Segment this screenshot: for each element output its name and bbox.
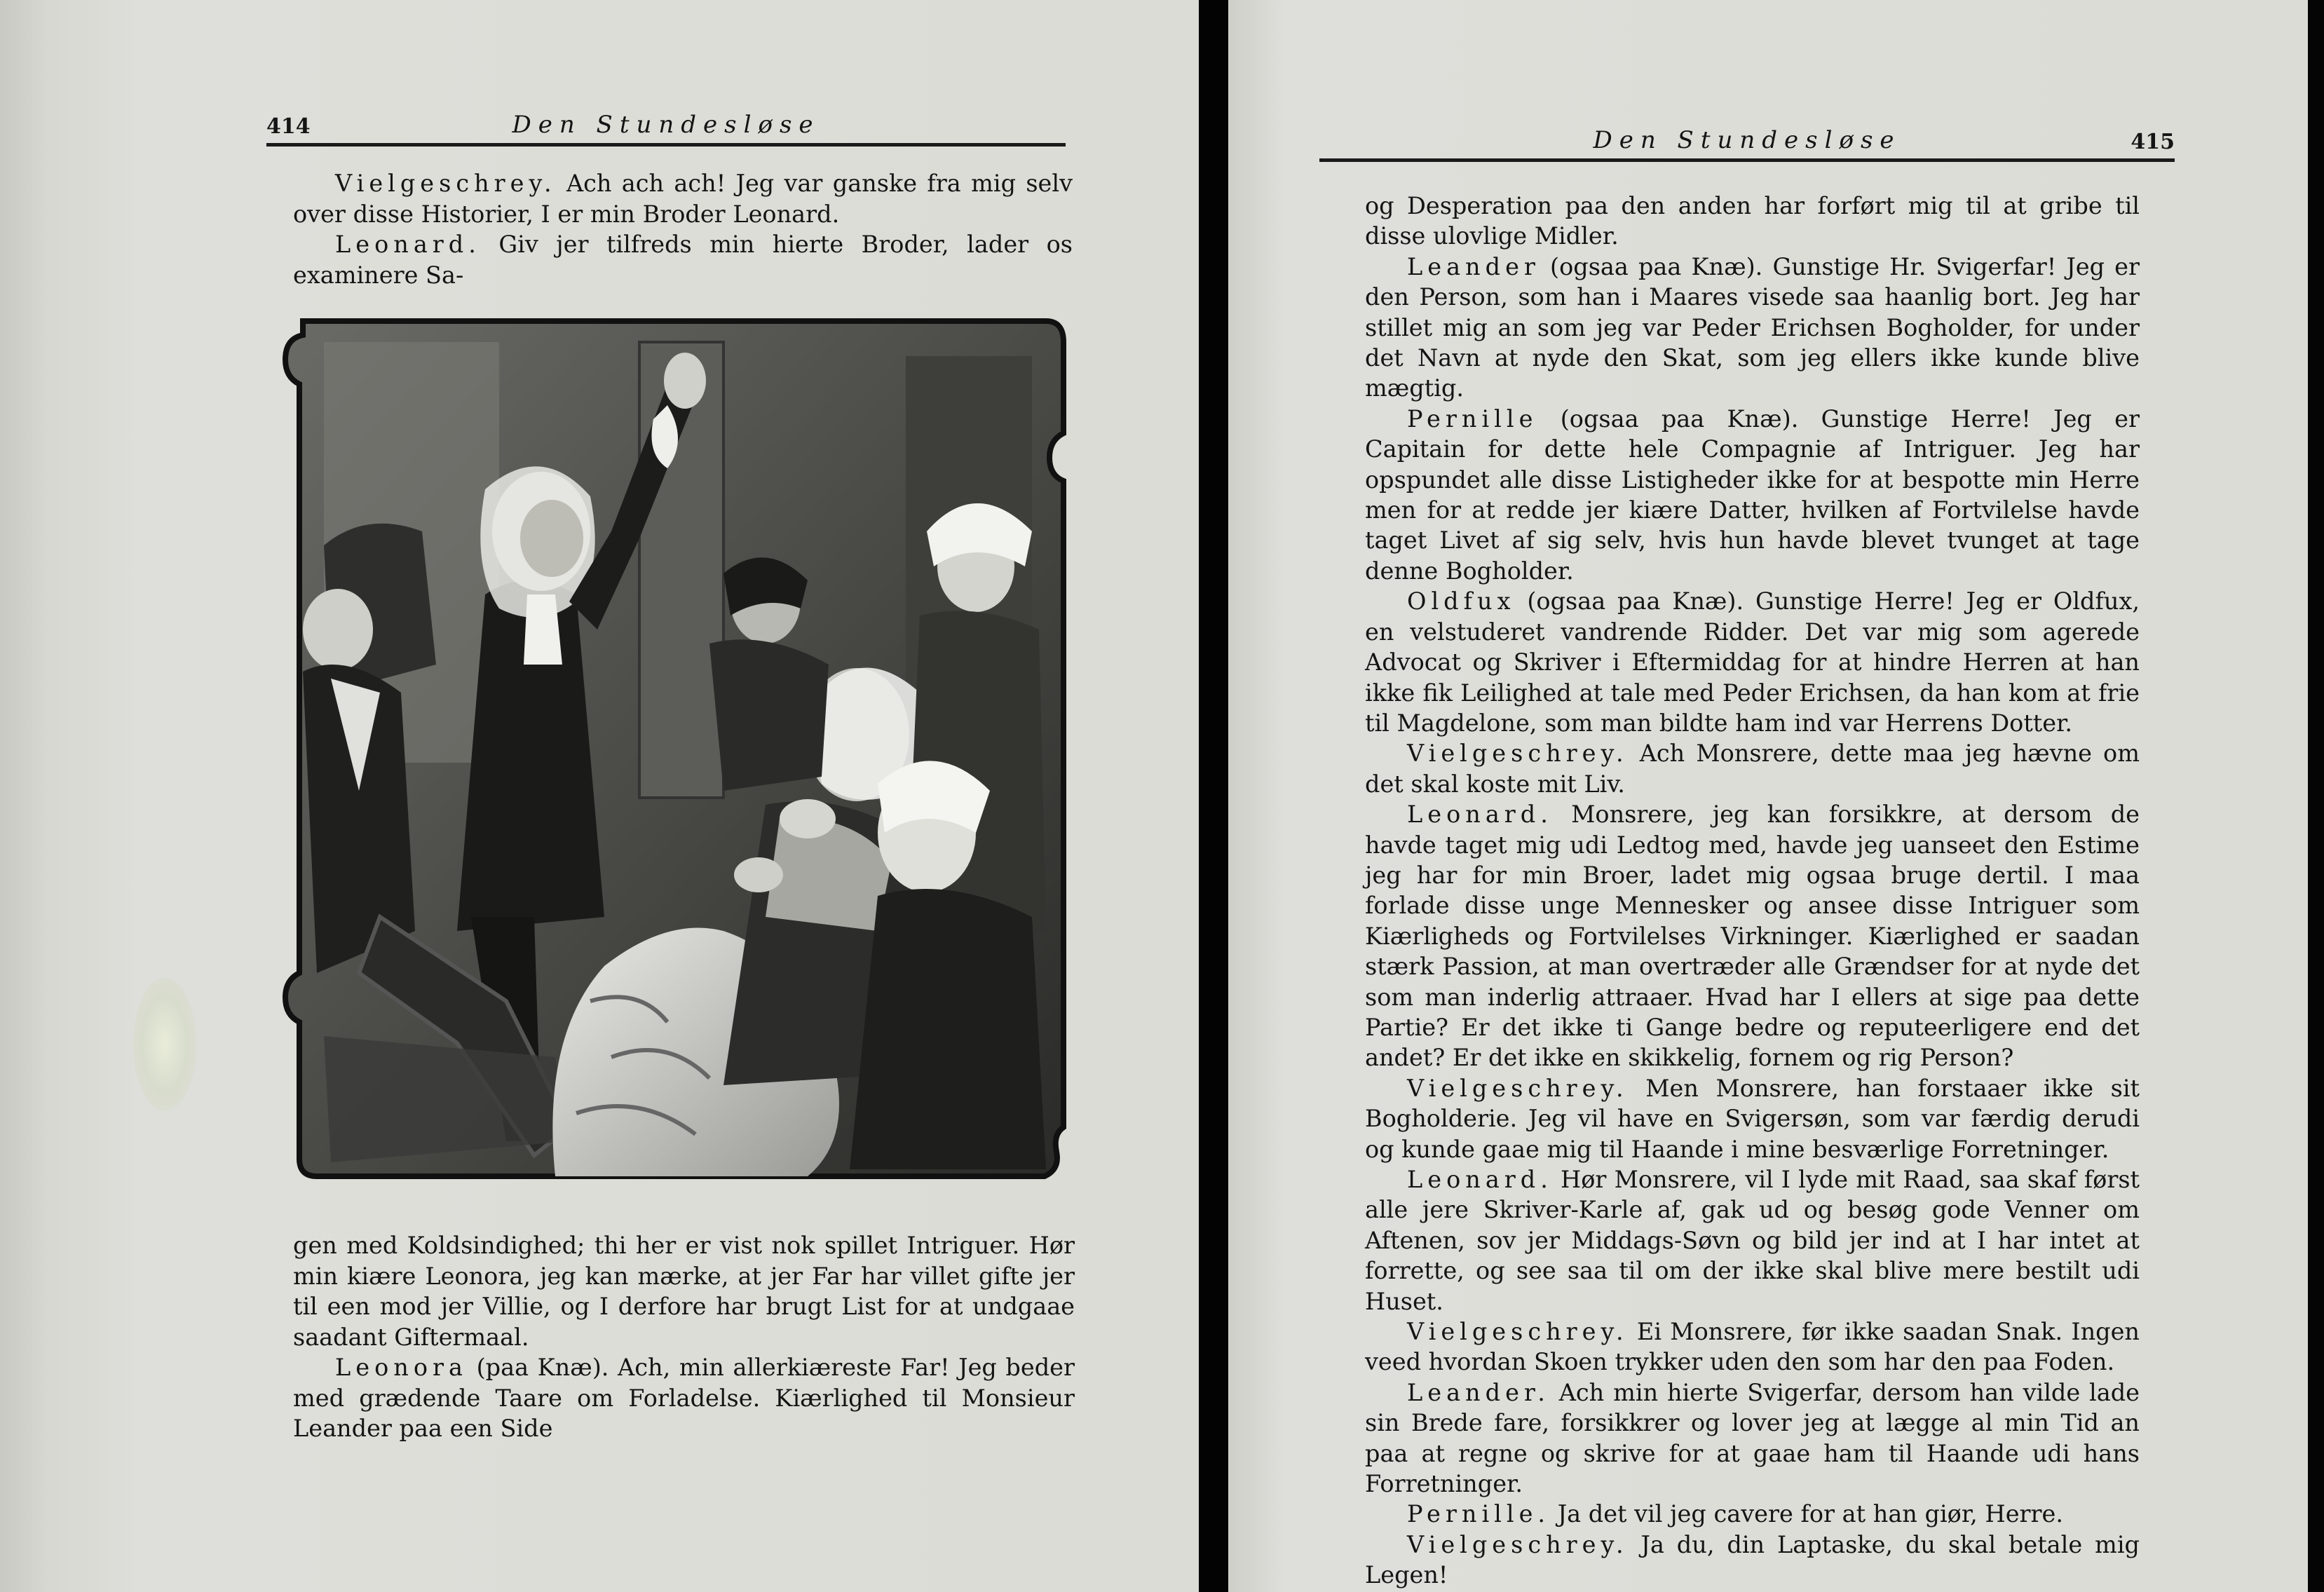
speech-text: Hør Monsrere, vil I lyde mit Raad, saa skaf først alle jere Skriver-Karle af, gak ud og besøg gode Venner om Aftenen, sov jer Middags-Søvn og bild jer ind at I har intet at forrette, og see saa til om der ikke skal blive mere bestilt udi Huset.: [1365, 1166, 2140, 1315]
paragraph: [1365, 1164, 2140, 1317]
paragraph: [1365, 191, 2140, 252]
speech-text: og Desperation paa den anden har forført mig til at gribe til disse ulovlige Midler.: [1365, 192, 2140, 250]
speech-text: Ei Monsrere, før ikke saadan Snak. Ingen veed hvordan Skoen trykker uden den som har den paa Foden.: [1365, 1318, 2140, 1376]
speaker-name: Vielgeschrey.: [1407, 1074, 1629, 1102]
speaker-name: Vielgeschrey.: [1407, 740, 1629, 768]
speaker-name: Vielgeschrey.: [335, 170, 557, 197]
speaker-name: Vielgeschrey.: [1407, 1530, 1629, 1558]
book-gutter: [1199, 0, 1228, 1592]
paragraph: [1365, 586, 2140, 738]
right-body-text: [1365, 191, 2140, 1591]
speech-text: (ogsaa paa Knæ). Gunstige Herre! Jeg er Capitain for dette hele Compagnie af Intriguer. Jeg har opspundet alle disse Listigheder ikke for at bespotte min Herre men for at redde jer kiære Datter, hvilken af Fortvilelse havde taget Livet af sig selv, hvis hun havde blevet tvunget at tage denne Bogholder.: [1365, 404, 2140, 585]
speaker-name: Vielgeschrey.: [1407, 1318, 1629, 1346]
paragraph: [1365, 1530, 2140, 1591]
paragraph: [1365, 1073, 2140, 1164]
paragraph: [1365, 1317, 2140, 1377]
right-page-number: 415: [2131, 130, 2175, 154]
speech-text: Ach ach ach! Jeg var ganske fra mig selv over disse Historier, I er min Broder Leonard.: [293, 170, 1073, 228]
left-page-header: [266, 105, 1066, 147]
engraving-comedy-scene-image: [275, 300, 1074, 1197]
left-running-title: Den Stundesløse: [512, 111, 820, 139]
speech-text: gen med Koldsindighed; thi her er vist nok spillet Intriguer. Hør min kiære Leonora, jeg kan mærke, at jer Far har villet gifte jer til een mod jer Villie, og I derfore har brugt List for at undgaae saadant Giftermaal.: [293, 1232, 1075, 1351]
paragraph: [1365, 799, 2140, 1073]
paragraph: [1365, 738, 2140, 799]
speech-text: (ogsaa paa Knæ). Gunstige Hr. Svigerfar! Jeg er den Person, som han i Maares visede saa haanlig bort. Jeg har stillet mig an som jeg var Peder Erichsen Bogholder, for under det Navn at nyde den Skat, som jeg ellers ikke kunde blive mægtig.: [1365, 252, 2140, 402]
speaker-name: Leonora: [335, 1354, 468, 1381]
speech-text: (ogsaa paa Knæ). Gunstige Herre! Jeg er Oldfux, en velstuderet vandrende Ridder. Det var mig som agerede Advocat og Skriver i Eftermiddag for at hindre Herren at han ikke fik Leilighed at tale med Peder Erichsen, da han kom at frie til Magdelone, som man bildte ham ind var Herrens Dotter.: [1365, 587, 2140, 737]
right-running-title: Den Stundesløse: [1593, 126, 1901, 154]
left-bottom-text: [293, 1230, 1075, 1444]
speaker-name: Leander: [1407, 252, 1540, 280]
speech-text: Giv jer tilfreds min hierte Broder, lader os examinere Sa-: [293, 231, 1073, 289]
speaker-name: Pernille: [1407, 404, 1538, 433]
speaker-name: Leonard.: [1407, 1166, 1553, 1193]
speech-text: Ja det vil jeg cavere for at han giør, Herre.: [1550, 1500, 2064, 1528]
paragraph: [1365, 252, 2140, 404]
speaker-name: Pernille.: [1407, 1500, 1551, 1528]
speech-text: Ja du, din Laptaske, du skal betale mig Legen!: [1365, 1530, 2140, 1589]
paragraph: [1365, 404, 2140, 586]
page-stain: [133, 978, 196, 1111]
right-page-header: [1319, 121, 2175, 162]
left-page-number: 414: [266, 114, 311, 139]
speech-text: Ach Monsrere, dette maa jeg hævne om det skal koste mit Liv.: [1365, 740, 2140, 798]
speaker-name: Leonard.: [1407, 801, 1553, 829]
speech-text: Men Monsrere, han forstaaer ikke sit Bogholderie. Jeg vil have en Svigersøn, som var færdig derudi og kunde gaae mig til Haande i mine besværlige Forretninger.: [1365, 1074, 2140, 1163]
right-page: [1228, 0, 2308, 1592]
speech-text: Ach min hierte Svigerfar, dersom han vilde lade sin Brede fare, forsikkrer og lover jeg at lægge al min Tid an paa at regne og skrive for at gaae ham til Haande udi hans Forretninger.: [1365, 1378, 2140, 1498]
paragraph: [293, 229, 1073, 290]
speech-text: Monsrere, jeg kan forsikkre, at dersom de havde taget mig udi Ledtog med, havde jeg uanseet den Estime jeg har for min Broer, ladet mig ogsaa bruge dertil. I maa forlade disse unge Mennesker og ansee disse Intriguer som Kiærligheds og Fortvilelses Virkninger. Kiærlighed er saadan stærk Passion, at man overtræder alle Grændser for at nyde det som man inderlig attraaer. Hvad har I ellers at sige paa dette Partie? Er det ikke ti Gange bedre og reputeerligere end det andet? Er det ikke en skikkelig, fornem og rig Person?: [1365, 801, 2140, 1072]
speaker-name: Leonard.: [335, 231, 481, 258]
paragraph: [293, 168, 1073, 229]
paragraph: [1365, 1499, 2140, 1529]
paragraph: [293, 1230, 1075, 1352]
paragraph: [1365, 1377, 2140, 1499]
left-top-text: [293, 168, 1073, 290]
speech-text: (paa Knæ). Ach, min allerkiæreste Far! Jeg beder med grædende Taare om Forladelse. Kiærlighed til Monsieur Leander paa een Side: [293, 1354, 1075, 1442]
speaker-name: Leander.: [1407, 1378, 1550, 1406]
paragraph: [293, 1352, 1075, 1444]
speaker-name: Oldfux: [1407, 587, 1516, 615]
